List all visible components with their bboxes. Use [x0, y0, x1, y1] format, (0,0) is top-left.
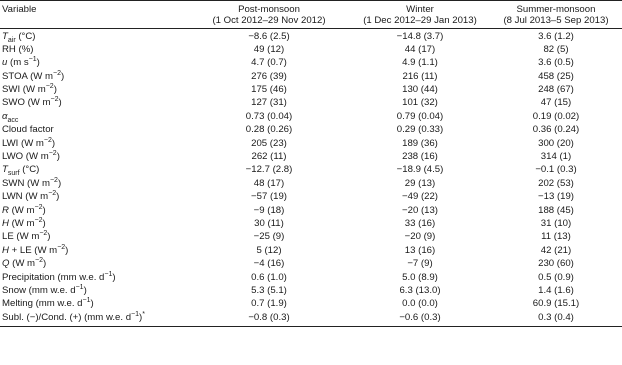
variable-label-text: H + LE (W $m^{-2}$) — [2, 243, 69, 256]
value-cell: 13 (16) — [404, 244, 436, 256]
table-row — [0, 190, 622, 203]
variable-label — [0, 150, 188, 163]
value-cell: 33 (16) — [404, 217, 436, 229]
value-cell: 5.0 (8.9) — [402, 271, 438, 283]
variable-label — [0, 217, 188, 230]
table-row — [0, 43, 622, 56]
table-row — [0, 70, 622, 83]
value-cell: 0.3 (0.4) — [490, 311, 622, 327]
value-cell: 175 (46) — [251, 84, 287, 96]
period-name: Post-monsoon — [238, 4, 300, 15]
variable-label — [0, 110, 188, 123]
table-row — [0, 257, 622, 270]
value-cell: −14.8 (3.7) — [396, 30, 444, 42]
table-row — [0, 217, 622, 230]
variable-label-text: Cloud factor — [2, 124, 54, 136]
variable-label — [0, 163, 188, 176]
variable-label-text: LE (W $m^{-2}$) — [2, 230, 51, 243]
value-cell: 458 (25) — [538, 70, 574, 82]
value-cell: 5 (12) — [256, 244, 282, 256]
table-body — [0, 29, 622, 327]
table-row — [0, 177, 622, 190]
column-header-post-monsoon — [188, 1, 350, 29]
value-cell: 0.7 (1.9) — [251, 298, 287, 310]
value-cell: 300 (20) — [538, 137, 574, 149]
table-row — [0, 284, 622, 297]
value-cell: −0.1 (0.3) — [535, 164, 577, 176]
variable-label-text: Melting (mm w.e. $d^{-1}$) — [2, 297, 94, 310]
variable-label-text: Snow (mm w.e. $d^{-1}$) — [2, 283, 87, 296]
variable-label — [0, 83, 188, 96]
value-cell: −57 (19) — [251, 191, 287, 203]
variable-label-text: SWO (W $m^{-2}$) — [2, 96, 62, 109]
variable-label — [0, 257, 188, 270]
variable-label — [0, 203, 188, 216]
value-cell: −20 (13) — [402, 204, 438, 216]
value-cell: 0.29 (0.33) — [396, 124, 444, 136]
variable-label — [0, 297, 188, 310]
value-cell: −18.9 (4.5) — [396, 164, 444, 176]
value-cell: 248 (67) — [538, 84, 574, 96]
variable-label — [0, 96, 188, 109]
value-cell: 31 (10) — [540, 217, 572, 229]
value-cell: 60.9 (15.1) — [532, 298, 580, 310]
variable-label — [0, 123, 188, 136]
variable-label-text: SWN (W $m^{-2}$) — [2, 176, 62, 189]
value-cell: −12.7 (2.8) — [245, 164, 293, 176]
variable-label — [0, 56, 188, 69]
value-cell: 3.6 (1.2) — [538, 30, 574, 42]
value-cell: 0.5 (0.9) — [538, 271, 574, 283]
value-cell: 238 (16) — [402, 151, 438, 163]
table-row — [0, 123, 622, 136]
column-header-summer-monsoon — [490, 1, 622, 29]
variable-label-text: SWI (W $m^{-2}$) — [2, 82, 57, 96]
variable-label-text: R (W $m^{-2}$) — [2, 203, 46, 216]
value-cell: 216 (11) — [402, 70, 438, 82]
table-row — [0, 83, 622, 96]
column-header-winter — [350, 1, 490, 29]
variable-label — [0, 137, 188, 150]
period-name: Winter — [406, 4, 434, 15]
value-cell: −20 (9) — [404, 231, 436, 243]
variable-label-text: LWI (W $m^{-2}$) — [2, 136, 56, 149]
table-row — [0, 56, 622, 69]
value-cell: 230 (60) — [538, 258, 574, 270]
value-cell: 47 (15) — [540, 97, 572, 109]
value-cell: 188 (45) — [538, 204, 574, 216]
value-cell: 4.7 (0.7) — [251, 57, 287, 69]
value-cell: 0.36 (0.24) — [532, 124, 580, 136]
variable-label-text: LWN (W $m^{-2}$) — [2, 190, 60, 203]
period-dates: (1 Oct 2012–29 Nov 2012) — [212, 15, 326, 27]
variable-label — [0, 29, 188, 43]
value-cell: 6.3 (13.0) — [399, 284, 441, 296]
variable-label-text: Precipitation (mm w.e. $d^{-1}$) — [2, 270, 116, 283]
value-cell: 202 (53) — [538, 177, 574, 189]
value-cell: −0.6 (0.3) — [350, 311, 490, 327]
table-row — [0, 230, 622, 243]
value-cell: 276 (39) — [251, 70, 287, 82]
value-cell: −25 (9) — [253, 231, 285, 243]
value-cell: −49 (22) — [402, 191, 438, 203]
value-cell: 5.3 (5.1) — [251, 284, 287, 296]
value-cell: 11 (13) — [541, 231, 571, 243]
value-cell: 1.4 (1.6) — [538, 284, 574, 296]
table-row — [0, 244, 622, 257]
variable-label-text: STOA (W $m^{-2}$) — [2, 69, 65, 82]
table-row — [0, 270, 622, 283]
value-cell: −9 (18) — [253, 204, 285, 216]
variable-label-text: $\alpha_{acc}$ — [2, 110, 19, 124]
variable-label — [0, 177, 188, 190]
table-header — [0, 1, 622, 29]
value-cell: 205 (23) — [251, 137, 287, 149]
variable-label — [0, 43, 188, 56]
table-row — [0, 110, 622, 123]
variable-label-text: u (m $s^{-1}$) — [2, 56, 40, 69]
period-dates: (1 Dec 2012–29 Jan 2013) — [363, 15, 477, 27]
value-cell: 0.19 (0.02) — [532, 110, 580, 122]
value-cell: −7 (9) — [407, 258, 433, 270]
variable-label — [0, 190, 188, 203]
variable-label-text: $T_{air}$ (°C) — [2, 30, 36, 44]
value-cell: 130 (44) — [402, 84, 438, 96]
value-cell: −8.6 (2.5) — [248, 30, 290, 42]
value-cell: 189 (36) — [402, 137, 438, 149]
variable-label — [0, 270, 188, 283]
period-name: Summer-monsoon — [516, 4, 596, 15]
value-cell: 30 (11) — [254, 217, 284, 229]
value-cell: −13 (19) — [538, 191, 574, 203]
value-cell: 0.0 (0.0) — [402, 298, 438, 310]
value-cell: 42 (21) — [540, 244, 572, 256]
value-cell: 48 (17) — [253, 177, 285, 189]
value-cell: 0.28 (0.26) — [245, 124, 293, 136]
table-row — [0, 150, 622, 163]
table-row — [0, 96, 622, 109]
table-row — [0, 29, 622, 43]
value-cell: 0.73 (0.04) — [245, 110, 293, 122]
variable-label-text: Subl. (−)/Cond. (+) (mm w.e. $d^{-1})^*$ — [2, 310, 145, 323]
column-header-variable: Variable — [0, 1, 188, 29]
value-cell: 262 (11) — [251, 151, 287, 163]
table-row — [0, 137, 622, 150]
variable-label-text: Q (W $m^{-2}$) — [2, 256, 47, 270]
value-cell: 314 (1) — [540, 151, 572, 163]
table-row — [0, 203, 622, 216]
value-cell: 0.6 (1.0) — [251, 271, 287, 283]
value-cell: 3.6 (0.5) — [538, 57, 574, 69]
variable-label — [0, 70, 188, 83]
variable-label-text: LWO (W $m^{-2}$) — [2, 149, 60, 163]
variable-label-text: H (W $m^{-2}$) — [2, 216, 46, 229]
variable-label — [0, 284, 188, 297]
variable-label — [0, 230, 188, 243]
value-cell: −0.8 (0.3) — [188, 311, 350, 327]
value-cell: 82 (5) — [543, 43, 569, 55]
table-row — [0, 163, 622, 176]
value-cell: 49 (12) — [253, 43, 285, 55]
value-cell: 29 (13) — [404, 177, 436, 189]
value-cell: 4.9 (1.1) — [402, 57, 438, 69]
value-cell: 44 (17) — [404, 43, 436, 55]
value-cell: 127 (31) — [251, 97, 287, 109]
variable-label — [0, 244, 188, 257]
value-cell: 101 (32) — [402, 97, 438, 109]
value-cell: 0.79 (0.04) — [396, 110, 444, 122]
table-row — [0, 311, 622, 327]
period-dates: (8 Jul 2013–5 Sep 2013) — [503, 15, 609, 27]
value-cell: −4 (16) — [253, 258, 285, 270]
variable-label-text: $T_{surf}$ (°C) — [2, 164, 40, 178]
table-row — [0, 297, 622, 310]
variable-label — [0, 311, 188, 327]
variable-label-text: RH (%) — [2, 43, 34, 55]
